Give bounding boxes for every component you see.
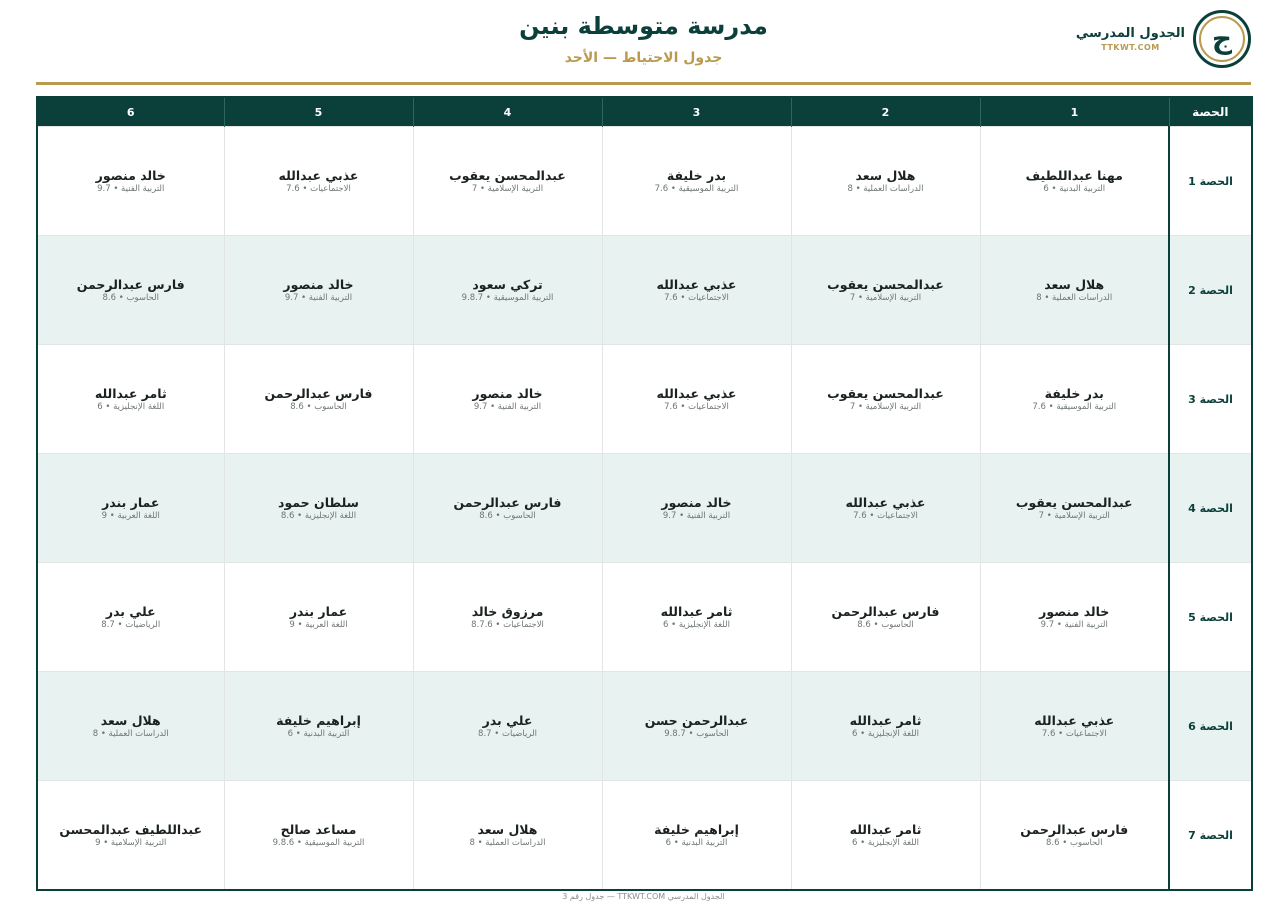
schedule-cell (602, 781, 791, 891)
subject-detail: التربية الفنية • 9.7 (1040, 619, 1108, 630)
period-label: الحصة 3 (1169, 345, 1252, 454)
subject-detail: التربية البدنية • 6 (287, 728, 350, 739)
teacher-name: إبراهيم خليفة (276, 712, 361, 728)
schedule-cell (602, 672, 791, 781)
teacher-name: مهنا عبداللطيف (1025, 167, 1123, 183)
schedule-cell (980, 781, 1169, 891)
subject-detail: اللغة الإنجليزية • 8.6 (280, 510, 357, 521)
schedule-cell (37, 454, 224, 563)
substitution-schedule-table (36, 96, 1253, 891)
schedule-cell (413, 127, 602, 236)
schedule-cell (980, 454, 1169, 563)
page-footer: الجدول المدرسي TTKWT.COM — جدول رقم 3 (562, 892, 725, 901)
subject-detail: الاجتماعيات • 8.7.6 (471, 619, 544, 630)
teacher-name: ثامر عبدالله (660, 603, 733, 619)
schedule-cell (791, 127, 980, 236)
schedule-cell (980, 672, 1169, 781)
subject-detail: التربية البدنية • 6 (1043, 183, 1106, 194)
schedule-cell (980, 236, 1169, 345)
teacher-name: عذبي عبدالله (656, 385, 737, 401)
schedule-cell (37, 781, 224, 891)
subject-detail: الاجتماعيات • 7.6 (853, 510, 918, 521)
teacher-name: فارس عبدالرحمن (453, 494, 562, 510)
teacher-name: هلال سعد (1044, 276, 1105, 292)
subject-detail: الاجتماعيات • 7.6 (664, 401, 729, 412)
subject-detail: التربية الفنية • 9.7 (97, 183, 165, 194)
schedule-cell (980, 563, 1169, 672)
schedule-cell (413, 236, 602, 345)
schedule-cell (980, 127, 1169, 236)
teacher-name: خالد منصور (95, 167, 166, 183)
subject-detail: الاجتماعيات • 7.6 (286, 183, 351, 194)
subject-detail: اللغة العربية • 9 (101, 510, 160, 521)
period-label: الحصة 1 (1169, 127, 1252, 236)
schedule-cell (413, 672, 602, 781)
table-row (37, 345, 1252, 454)
teacher-name: فارس عبدالرحمن (264, 385, 373, 401)
subject-detail: التربية الإسلامية • 7 (849, 292, 922, 303)
teacher-name: عذبي عبدالله (278, 167, 359, 183)
period-label: الحصة 4 (1169, 454, 1252, 563)
table-row (37, 454, 1252, 563)
brand-url: TTKWT.COM (1101, 43, 1160, 52)
subject-detail: التربية الفنية • 9.7 (473, 401, 542, 412)
column-header-3: 3 (602, 97, 791, 127)
table-row (37, 672, 1252, 781)
schedule-cell (791, 672, 980, 781)
schedule-cell (37, 236, 224, 345)
schedule-cell (791, 454, 980, 563)
schedule-cell (37, 672, 224, 781)
page-subtitle: جدول الاحتياط — الأحد (564, 50, 723, 66)
subject-detail: التربية الفنية • 9.7 (662, 510, 731, 521)
schedule-cell (413, 454, 602, 563)
teacher-name: ثامر عبدالله (849, 821, 922, 837)
subject-detail: اللغة الإنجليزية • 6 (851, 837, 920, 848)
column-header-5: 5 (224, 97, 413, 127)
table-header-row (37, 97, 1252, 127)
schedule-cell (602, 345, 791, 454)
schedule-cell (791, 236, 980, 345)
subject-detail: الدراسات العملية • 8 (1036, 292, 1113, 303)
subject-detail: الحاسوب • 8.6 (479, 510, 536, 521)
schedule-cell (224, 454, 413, 563)
teacher-name: بدر خليفة (1044, 385, 1104, 401)
table-row (37, 781, 1252, 891)
schedule-cell (224, 345, 413, 454)
subject-detail: الحاسوب • 8.6 (857, 619, 914, 630)
teacher-name: هلال سعد (855, 167, 916, 183)
subject-detail: الاجتماعيات • 7.6 (1041, 728, 1107, 739)
teacher-name: مرزوق خالد (471, 603, 544, 619)
brand-name: الجدول المدرسي (1075, 26, 1185, 41)
column-header-6: 6 (37, 97, 224, 127)
schedule-cell (413, 563, 602, 672)
teacher-name: هلال سعد (100, 712, 161, 728)
subject-detail: الحاسوب • 8.6 (1046, 837, 1103, 848)
teacher-name: عبدالمحسن يعقوب (1015, 494, 1133, 510)
schedule-cell (791, 563, 980, 672)
teacher-name: فارس عبدالرحمن (831, 603, 940, 619)
teacher-name: ثامر عبدالله (849, 712, 922, 728)
subject-detail: التربية الإسلامية • 7 (471, 183, 544, 194)
teacher-name: بدر خليفة (666, 167, 727, 183)
teacher-name: عذبي عبدالله (1034, 712, 1115, 728)
subject-detail: الاجتماعيات • 7.6 (664, 292, 729, 303)
teacher-name: عبدالرحمن حسن (644, 712, 749, 728)
subject-detail: اللغة الإنجليزية • 6 (662, 619, 731, 630)
column-header-4: 4 (413, 97, 602, 127)
subject-detail: الحاسوب • 8.6 (290, 401, 347, 412)
schedule-cell (413, 345, 602, 454)
schedule-cell (224, 672, 413, 781)
subject-detail: التربية البدنية • 6 (665, 837, 728, 848)
schedule-cell (37, 563, 224, 672)
schedule-cell (37, 127, 224, 236)
schedule-cell (980, 345, 1169, 454)
subject-detail: الدراسات العملية • 8 (92, 728, 169, 739)
logo-glyph: ج (1199, 16, 1245, 62)
teacher-name: عبداللطيف عبدالمحسن (59, 821, 203, 837)
subject-detail: التربية الإسلامية • 9 (95, 837, 167, 848)
schedule-cell (791, 781, 980, 891)
subject-detail: الحاسوب • 9.8.7 (664, 728, 729, 739)
table-row (37, 236, 1252, 345)
teacher-name: علي بدر (482, 712, 533, 728)
table-body (37, 127, 1252, 891)
teacher-name: خالد منصور (472, 385, 543, 401)
schedule-cell (791, 345, 980, 454)
teacher-name: عبدالمحسن يعقوب (827, 276, 944, 292)
table-row (37, 127, 1252, 236)
teacher-name: عبدالمحسن يعقوب (827, 385, 944, 401)
teacher-name: ثامر عبدالله (94, 385, 167, 401)
page-title: مدرسة متوسطة بنين (519, 12, 768, 40)
schedule-cell (602, 236, 791, 345)
subject-detail: الرياضيات • 8.7 (478, 728, 537, 739)
teacher-name: عمار بندر (102, 494, 160, 510)
teacher-name: علي بدر (105, 603, 156, 619)
teacher-name: هلال سعد (477, 821, 538, 837)
teacher-name: فارس عبدالرحمن (1020, 821, 1129, 837)
subject-detail: التربية الموسيقية • 7.6 (654, 183, 739, 194)
subject-detail: التربية الإسلامية • 7 (1038, 510, 1110, 521)
period-column-header: الحصة (1169, 97, 1252, 127)
subject-detail: اللغة الإنجليزية • 6 (97, 401, 165, 412)
schedule-cell (602, 127, 791, 236)
schedule-cell (602, 563, 791, 672)
subject-detail: الدراسات العملية • 8 (469, 837, 546, 848)
teacher-name: عبدالمحسن يعقوب (449, 167, 566, 183)
schedule-cell (224, 127, 413, 236)
subject-detail: التربية الموسيقية • 7.6 (1032, 401, 1117, 412)
subject-detail: اللغة العربية • 9 (289, 619, 348, 630)
teacher-name: مساعد صالح (280, 821, 357, 837)
teacher-name: عذبي عبدالله (656, 276, 737, 292)
teacher-name: خالد منصور (283, 276, 354, 292)
subject-detail: الدراسات العملية • 8 (847, 183, 924, 194)
period-label: الحصة 5 (1169, 563, 1252, 672)
subject-detail: التربية الإسلامية • 7 (849, 401, 922, 412)
period-label: الحصة 7 (1169, 781, 1252, 891)
schedule-cell (413, 781, 602, 891)
schedule-cell (602, 454, 791, 563)
teacher-name: فارس عبدالرحمن (76, 276, 185, 292)
teacher-name: تركي سعود (472, 276, 543, 292)
period-label: الحصة 6 (1169, 672, 1252, 781)
subject-detail: الرياضيات • 8.7 (101, 619, 161, 630)
teacher-name: سلطان حمود (278, 494, 359, 510)
subject-detail: التربية الموسيقية • 9.8.6 (272, 837, 365, 848)
column-header-2: 2 (791, 97, 980, 127)
period-label: الحصة 2 (1169, 236, 1252, 345)
teacher-name: عذبي عبدالله (845, 494, 926, 510)
table-row (37, 563, 1252, 672)
subject-detail: اللغة الإنجليزية • 6 (851, 728, 920, 739)
teacher-name: خالد منصور (1039, 603, 1110, 619)
teacher-name: خالد منصور (661, 494, 732, 510)
teacher-name: عمار بندر (289, 603, 348, 619)
column-header-1: 1 (980, 97, 1169, 127)
schedule-cell (224, 236, 413, 345)
schedule-cell (224, 563, 413, 672)
subject-detail: الحاسوب • 8.6 (102, 292, 159, 303)
header-divider (36, 82, 1251, 85)
teacher-name: إبراهيم خليفة (654, 821, 739, 837)
subject-detail: التربية الفنية • 9.7 (284, 292, 353, 303)
subject-detail: التربية الموسيقية • 9.8.7 (461, 292, 554, 303)
schedule-cell (224, 781, 413, 891)
schedule-cell (37, 345, 224, 454)
